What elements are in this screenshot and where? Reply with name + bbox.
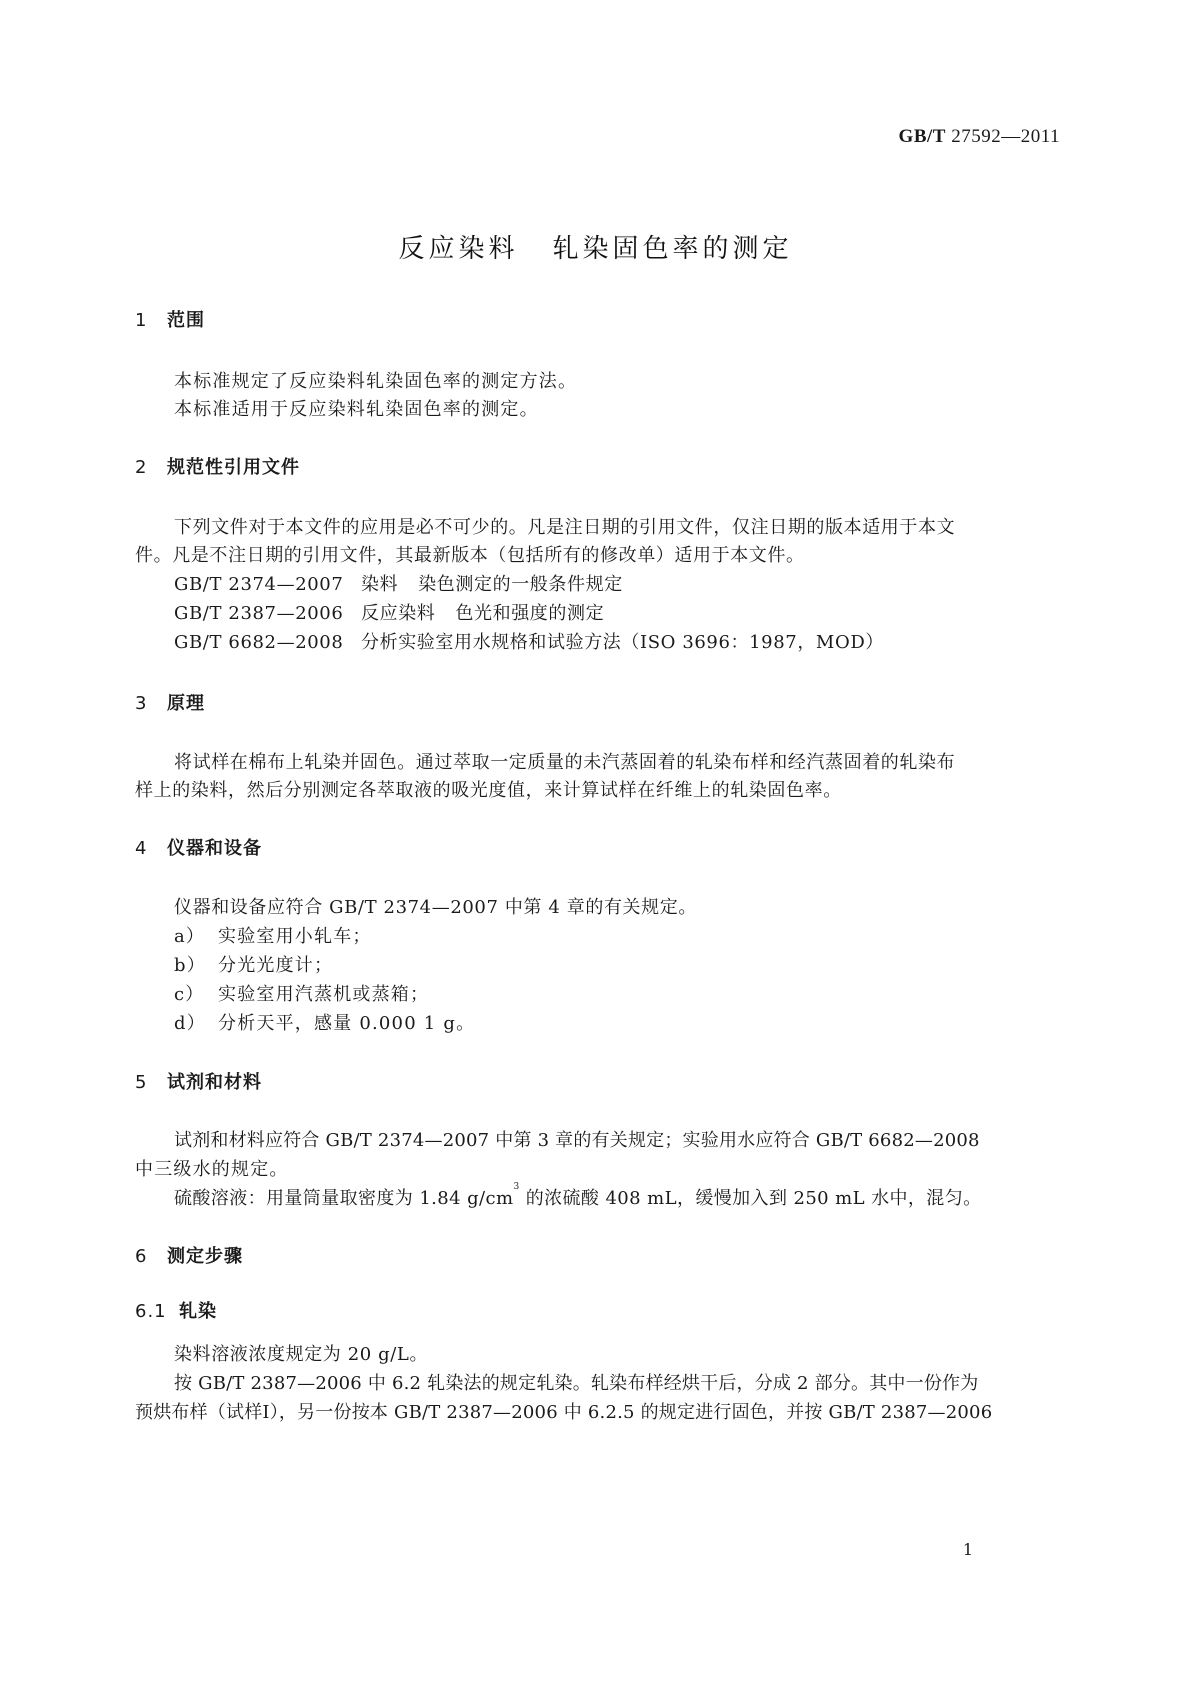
section-5-title: 试剂和材料 [167,1072,262,1093]
list-item [174,1009,475,1035]
reference-title-part-2: 色光和强度的测定 [455,603,605,624]
section-6-1-paragraph-2-line-1: 按 GB/T 2387—2006 中 6.2 轧染法的规定轧染。轧染布样经烘干后，分成 2 部分。其中一份作为 [174,1373,979,1394]
reference-code: GB/T 2387—2006 [174,603,344,624]
reference-title-part-1: 染料 [361,574,399,595]
section-2-number: 2 [135,457,148,478]
section-4-number: 4 [135,838,148,859]
section-5-paragraph-line-2: 中三级水的规定。 [135,1159,289,1180]
title-part-1: 反应染料 [398,234,519,264]
section-2-paragraph-line-1: 下列文件对于本文件的应用是必不可少的。凡是注日期的引用文件，仅注日期的版本适用于本文 [174,517,956,538]
title-part-2: 轧染固色率的测定 [552,234,793,264]
section-6-1-heading [135,1297,217,1323]
list-text: 分析天平，感量 0.000 1 g。 [218,1013,476,1034]
page-number: 1 [962,1540,973,1559]
section-1-number: 1 [135,310,148,331]
section-6-heading [135,1242,243,1268]
section-5-heading [135,1068,262,1094]
section-6-1-number: 6.1 [135,1301,167,1322]
reference-title-part-1: 反应染料 [361,603,436,624]
list-text: 实验室用汽蒸机或蒸箱； [218,984,430,1005]
sulfuric-solution-text-start: 硫酸溶液：用量筒量取密度为 1.84 g/cm [174,1188,514,1209]
section-3-paragraph-line-1: 将试样在棉布上轧染并固色。通过萃取一定质量的未汽蒸固着的轧染布样和经汽蒸固着的轧染布 [174,752,956,773]
list-item [174,922,372,948]
standard-code [899,126,1060,148]
section-5-number: 5 [135,1072,148,1093]
list-marker: c） [174,984,205,1005]
list-marker: b） [174,955,206,976]
section-5-paragraph-2 [174,1184,982,1210]
section-1-paragraph-2: 本标准适用于反应染料轧染固色率的测定。 [174,399,539,420]
section-2-paragraph-line-2: 件。凡是不注日期的引用文件，其最新版本（包括所有的修改单）适用于本文件。 [135,545,805,566]
section-3-number: 3 [135,693,148,714]
sulfuric-solution-text-end: 的浓硫酸 408 mL，缓慢加入到 250 mL 水中，混匀。 [519,1188,982,1209]
section-6-title: 测定步骤 [167,1246,243,1267]
section-6-1-paragraph-1: 染料溶液浓度规定为 20 g/L。 [174,1344,429,1365]
section-4-title: 仪器和设备 [167,838,262,859]
section-5-paragraph-line-1: 试剂和材料应符合 GB/T 2374—2007 中第 3 章的有关规定；实验用水应符合 GB/T 6682—2008 [174,1130,980,1151]
section-6-number: 6 [135,1246,148,1267]
standard-code-number: 27592—2011 [951,126,1060,147]
section-6-1-paragraph-2-line-2: 预烘布样（试样Ⅰ），另一份按本 GB/T 2387—2006 中 6.2.5 的规定进行固色，并按 GB/T 2387—2006 [135,1402,993,1423]
reference-item [174,599,604,625]
section-4-heading [135,834,262,860]
section-1-title: 范围 [167,310,205,331]
reference-title-part-2: 染色测定的一般条件规定 [418,574,623,595]
list-item [174,951,333,977]
list-text: 实验室用小轧车； [218,926,372,947]
reference-code: GB/T 2374—2007 [174,574,344,595]
list-marker: d） [174,1013,206,1034]
standard-code-prefix: GB/T [898,126,946,147]
reference-title-part-1: 分析实验室用水规格和试验方法（ISO 3696：1987，MOD） [361,632,884,653]
reference-item [174,570,623,596]
section-3-paragraph-line-2: 样上的染料，然后分别测定各萃取液的吸光度值，来计算试样在纤维上的轧染固色率。 [135,780,842,801]
page-title [0,228,1191,265]
list-text: 分光光度计； [218,955,334,976]
list-marker: a） [174,926,206,947]
section-6-1-title: 轧染 [179,1301,217,1322]
section-3-heading [135,689,205,715]
superscript-3: 3 [513,1182,520,1192]
section-3-title: 原理 [167,693,205,714]
reference-item [174,628,884,654]
section-1-heading [135,306,205,332]
reference-code: GB/T 6682—2008 [174,632,344,653]
section-4-paragraph: 仪器和设备应符合 GB/T 2374—2007 中第 4 章的有关规定。 [174,897,697,918]
section-2-heading [135,453,300,479]
section-1-paragraph-1: 本标准规定了反应染料轧染固色率的测定方法。 [174,371,578,392]
list-item [174,980,429,1006]
section-2-title: 规范性引用文件 [167,457,300,478]
